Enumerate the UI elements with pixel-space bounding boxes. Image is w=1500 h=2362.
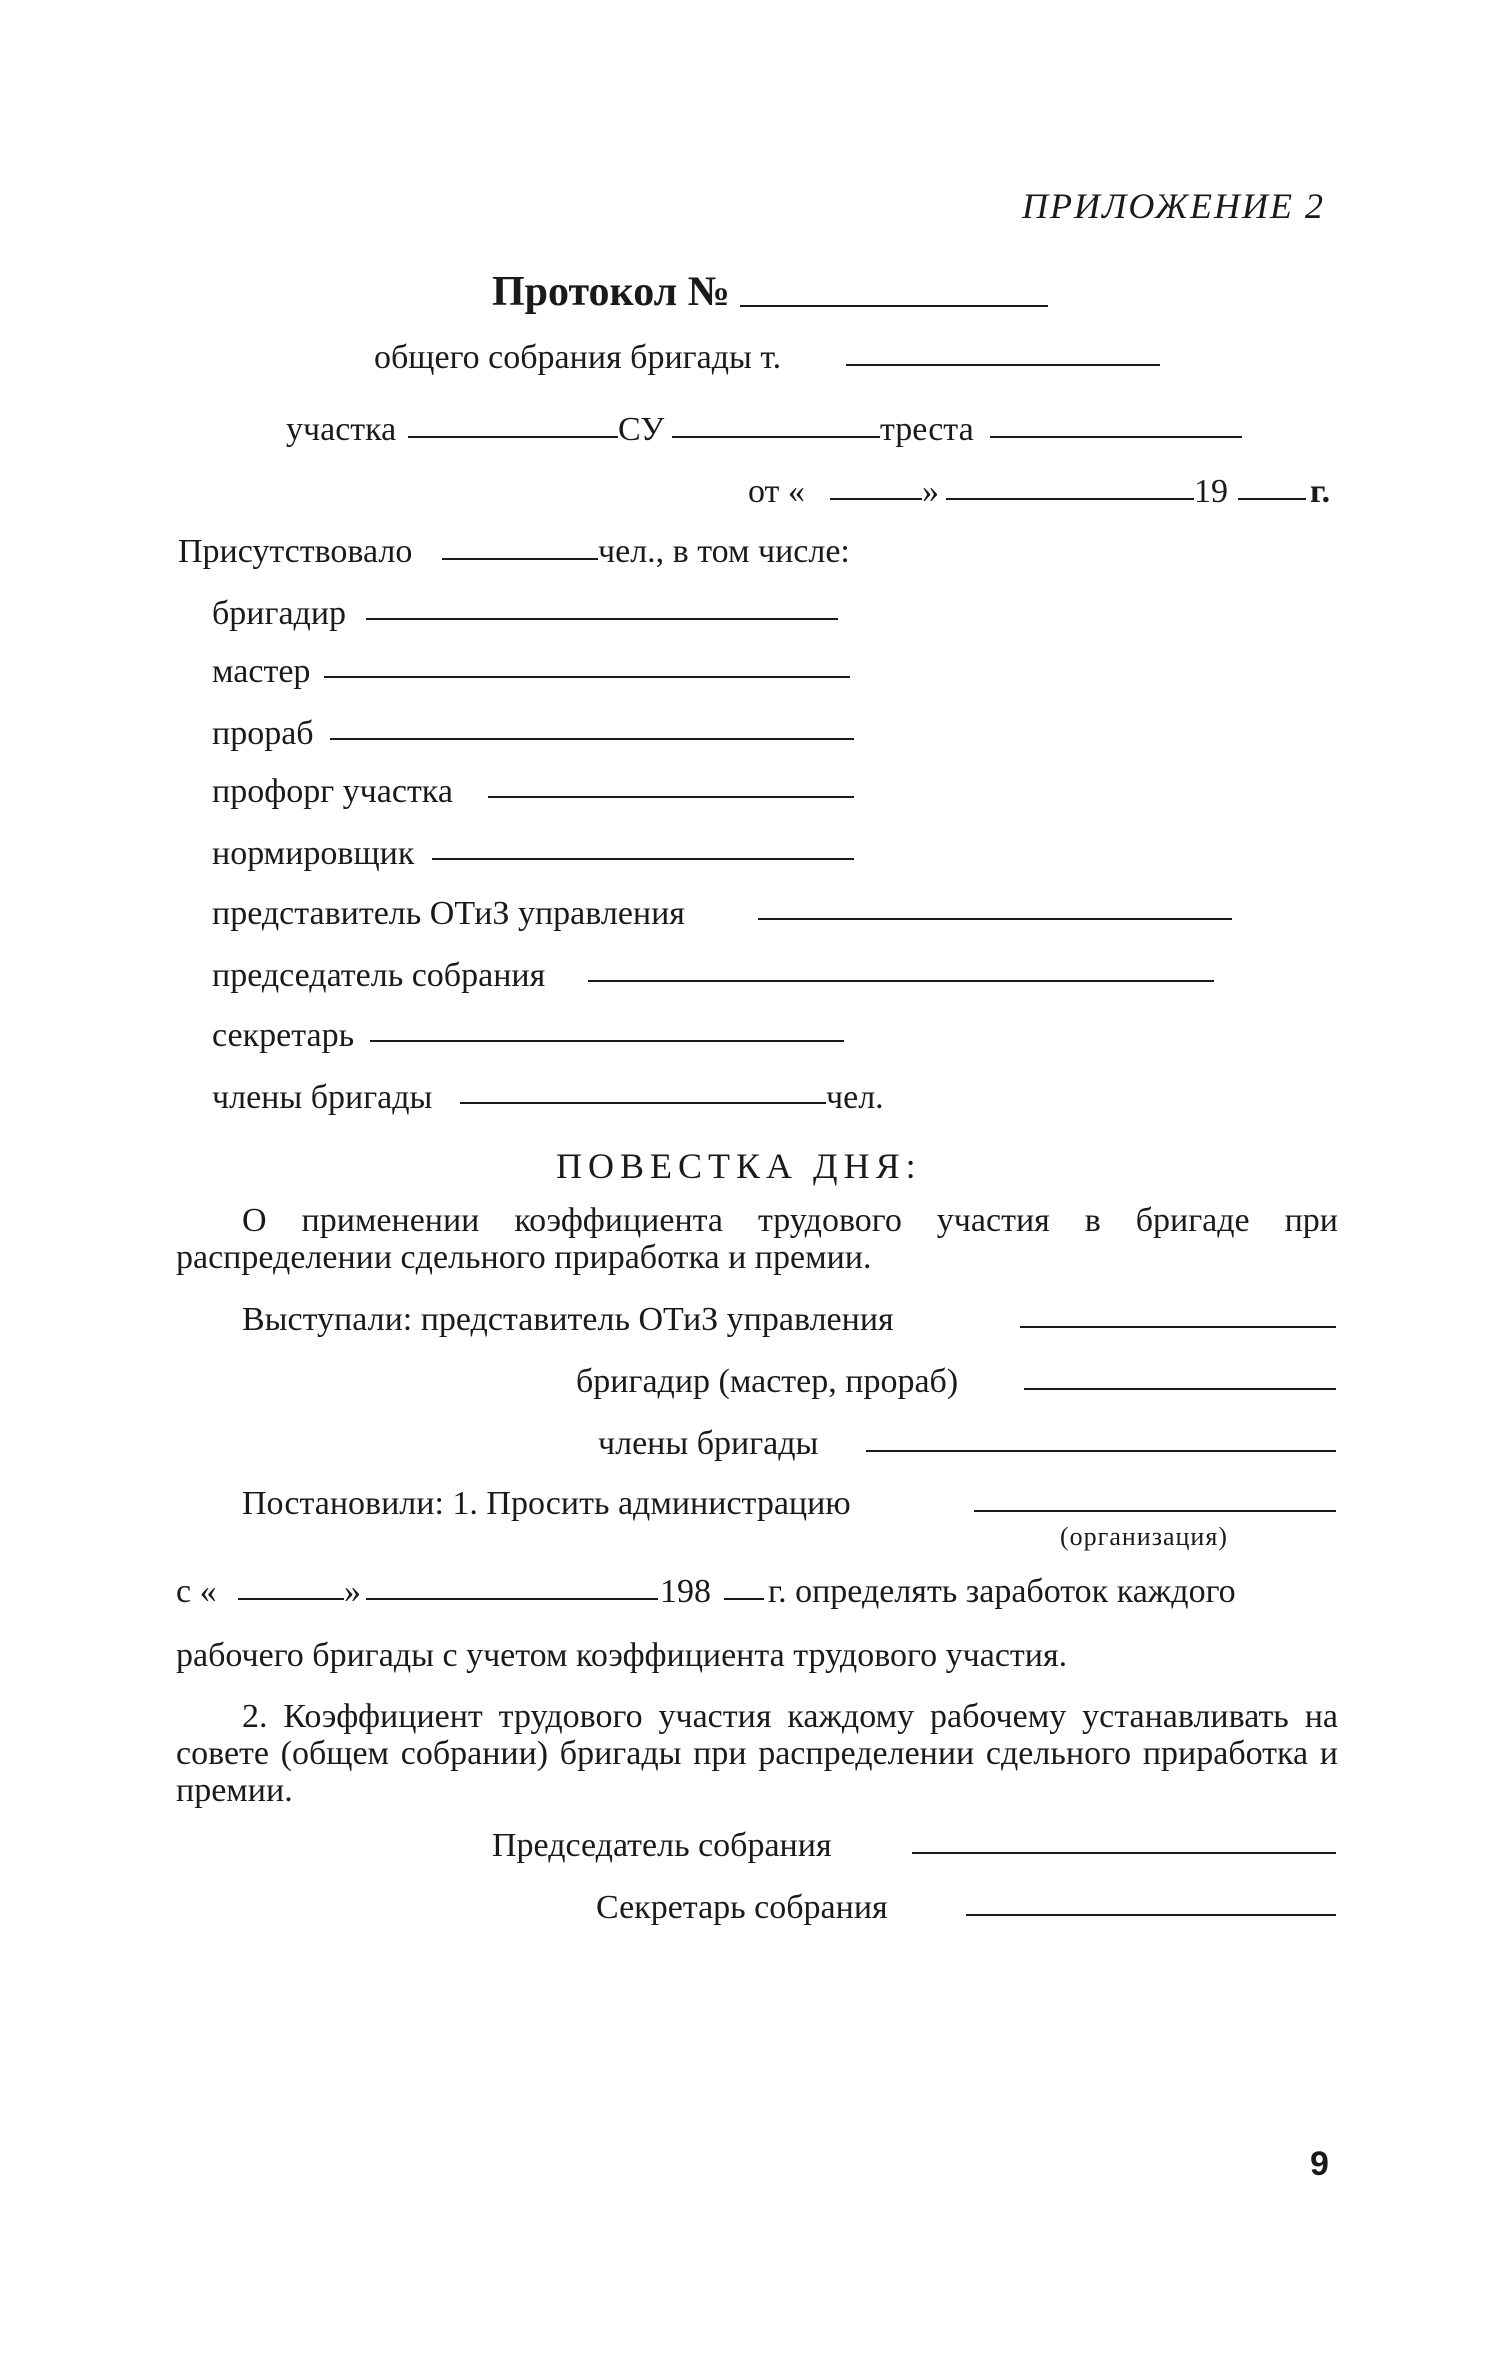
from-close-quote: » [344, 1573, 361, 1610]
year-suffix: г. [1310, 473, 1331, 510]
master-line[interactable] [324, 676, 850, 678]
su-line[interactable] [672, 436, 880, 438]
year-line[interactable] [1238, 498, 1306, 500]
members-speaker-label: члены бригады [598, 1425, 819, 1462]
from-day-line[interactable] [238, 1598, 344, 1600]
agenda-text: О применении коэффициента трудового участия в бригаде при распределении сдельного приработка и премии. [176, 1202, 1338, 1276]
brigadier-line[interactable] [366, 618, 838, 620]
speakers-label: Выступали: представитель ОТиЗ управления [242, 1301, 894, 1338]
role-foreman: прораб [212, 715, 314, 752]
section-label: участка [286, 411, 397, 448]
resolution-line2: рабочего бригады с учетом коэффициента трудового участия. [176, 1637, 1068, 1674]
role-brigadier: бригадир [212, 595, 347, 632]
resolution-tail: г. определять заработок каждого [768, 1573, 1236, 1610]
trust-line[interactable] [990, 436, 1242, 438]
role-secretary: секретарь [212, 1017, 355, 1054]
rate-setter-line[interactable] [432, 858, 854, 860]
present-count-line[interactable] [442, 558, 598, 560]
chairman-line[interactable] [588, 980, 1214, 982]
organization-caption: (организация) [1060, 1522, 1228, 1551]
role-rate-setter: нормировщик [212, 835, 415, 872]
union-organizer-line[interactable] [488, 796, 854, 798]
meeting-label: общего собрания бригады т. [374, 339, 782, 376]
page-number: 9 [1310, 2145, 1329, 2183]
secretary-signature-line[interactable] [966, 1914, 1336, 1916]
from-date-label: с « [176, 1573, 217, 1610]
from-month-line[interactable] [366, 1598, 658, 1600]
date-from-label: от « [748, 473, 805, 510]
month-line[interactable] [946, 498, 1194, 500]
protocol-number-line[interactable] [740, 305, 1048, 307]
role-brigade-members: члены бригады [212, 1079, 433, 1116]
agenda-heading: ПОВЕСТКА ДНЯ: [556, 1146, 922, 1186]
members-suffix: чел. [826, 1079, 884, 1116]
trust-label: треста [880, 411, 974, 448]
from-year-line[interactable] [724, 1598, 764, 1600]
members-speaker-line[interactable] [866, 1450, 1336, 1452]
from-year-prefix: 198 [660, 1573, 711, 1610]
section-line[interactable] [408, 436, 618, 438]
organization-line[interactable] [974, 1510, 1336, 1512]
secretary-line[interactable] [370, 1040, 844, 1042]
otiz-speaker-line[interactable] [1020, 1326, 1336, 1328]
brigade-members-count-line[interactable] [460, 1102, 826, 1104]
year-prefix: 19 [1194, 473, 1228, 510]
persons-including: чел., в том числе: [598, 533, 850, 570]
role-master: мастер [212, 653, 311, 690]
otiz-representative-line[interactable] [758, 918, 1232, 920]
foreman-line[interactable] [330, 738, 854, 740]
date-close-quote: » [922, 473, 939, 510]
role-chairman: председатель собрания [212, 957, 546, 994]
day-line[interactable] [830, 498, 922, 500]
role-union-organizer: профорг участка [212, 773, 453, 810]
appendix-label: ПРИЛОЖЕНИЕ 2 [1022, 186, 1325, 226]
resolution-label: Постановили: 1. Просить администрацию [242, 1485, 851, 1522]
present-label: Присутствовало [178, 533, 413, 570]
secretary-signature-label: Секретарь собрания [596, 1889, 888, 1926]
chairman-signature-label: Председатель собрания [492, 1827, 832, 1864]
chairman-signature-line[interactable] [912, 1852, 1336, 1854]
protocol-title: Протокол № [492, 269, 730, 315]
foreman-speaker-line[interactable] [1024, 1388, 1336, 1390]
role-otiz-representative: представитель ОТиЗ управления [212, 895, 685, 932]
brigade-name-line[interactable] [846, 364, 1160, 366]
resolution-item2: 2. Коэффициент трудового участия каждому рабочему устанавливать на совете (общем собрании) бригады при распределении сдельного приработка и премии. [176, 1698, 1338, 1809]
su-label: СУ [618, 411, 665, 448]
foreman-speaker-label: бригадир (мастер, прораб) [576, 1363, 959, 1400]
